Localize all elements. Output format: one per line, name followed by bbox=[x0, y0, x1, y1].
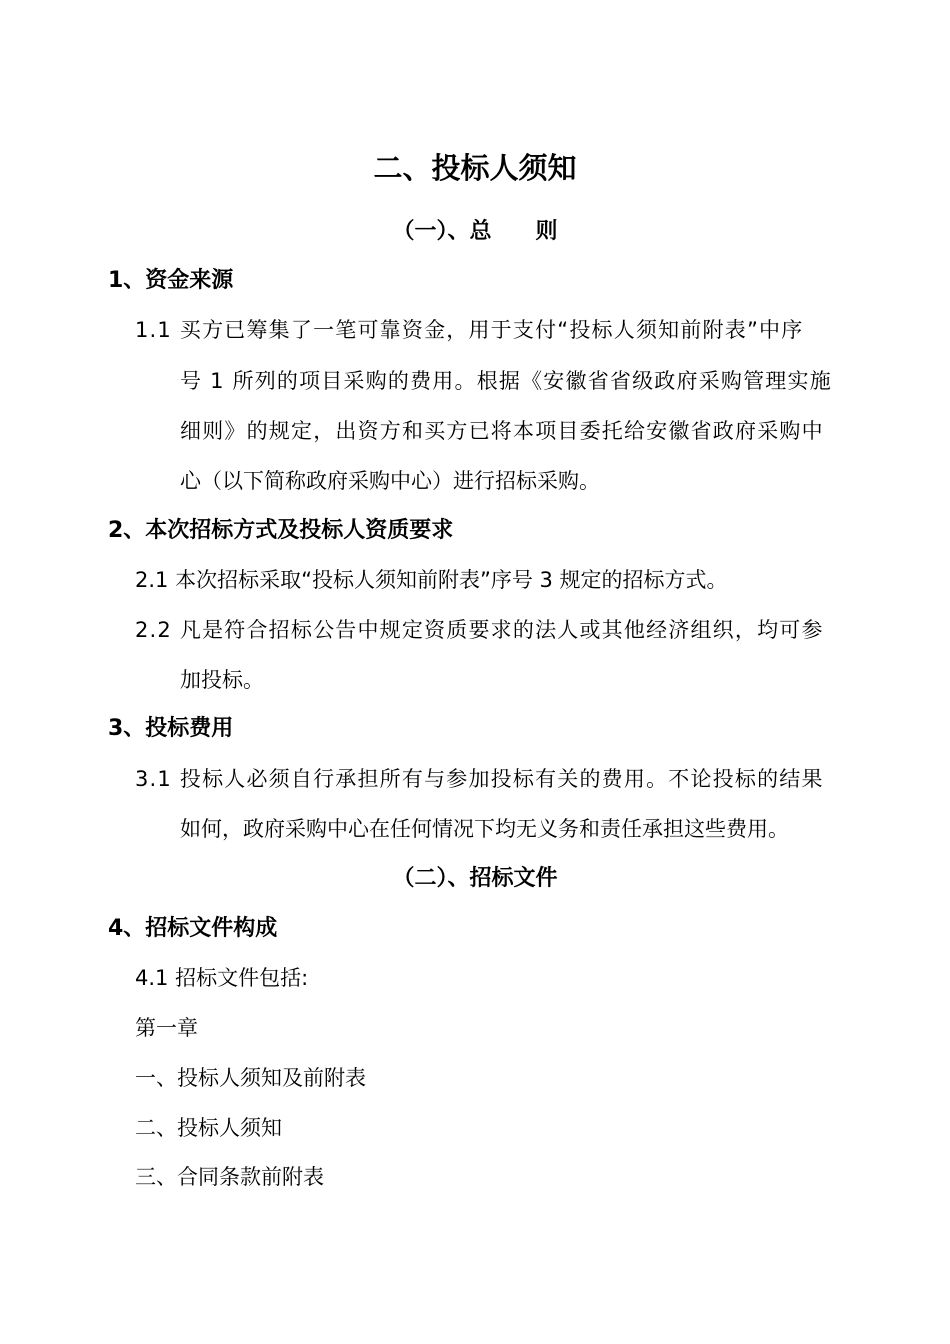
section-heading-general: （一）、总 则 bbox=[392, 219, 558, 244]
paragraph-2-2-line-1: 2.2 凡是符合招标公告中规定资质要求的法人或其他经济组织，均可参 bbox=[135, 618, 824, 642]
paragraph-2-1: 2.1 本次招标采取“投标人须知前附表”序号 3 规定的招标方式。 bbox=[135, 568, 728, 592]
paragraph-3-1-line-1: 3.1 投标人必须自行承担所有与参加投标有关的费用。不论投标的结果 bbox=[135, 767, 824, 791]
heading-document-composition: 4、招标文件构成 bbox=[108, 916, 278, 941]
paragraph-1-1-line-3: 细则》的规定，出资方和买方已将本项目委托给安徽省政府采购中 bbox=[180, 419, 824, 443]
paragraph-4-1: 4.1 招标文件包括: bbox=[135, 966, 309, 990]
paragraph-1-1-line-2: 号 1 所列的项目采购的费用。根据《安徽省省级政府采购管理实施 bbox=[180, 369, 832, 393]
heading-bidding-method: 2、本次招标方式及投标人资质要求 bbox=[108, 518, 454, 543]
paragraph-2-2-line-2: 加投标。 bbox=[180, 668, 264, 692]
paragraph-3-1-line-2: 如何，政府采购中心在任何情况下均无义务和责任承担这些费用。 bbox=[180, 817, 789, 841]
list-item: 二、投标人须知 bbox=[135, 1116, 282, 1140]
document-title: 二、投标人须知 bbox=[373, 151, 577, 185]
paragraph-1-1-line-1: 1.1 买方已筹集了一笔可靠资金，用于支付“投标人须知前附表”中序 bbox=[135, 318, 804, 342]
heading-bidding-cost: 3、投标费用 bbox=[108, 716, 234, 741]
list-item: 一、投标人须知及前附表 bbox=[135, 1066, 366, 1090]
paragraph-1-1-line-4: 心（以下简称政府采购中心）进行招标采购。 bbox=[180, 469, 600, 493]
heading-funding-source: 1、资金来源 bbox=[108, 268, 234, 293]
section-heading-documents: （二）、招标文件 bbox=[392, 866, 558, 891]
chapter-label: 第一章 bbox=[135, 1016, 198, 1040]
list-item: 三、合同条款前附表 bbox=[135, 1165, 324, 1189]
